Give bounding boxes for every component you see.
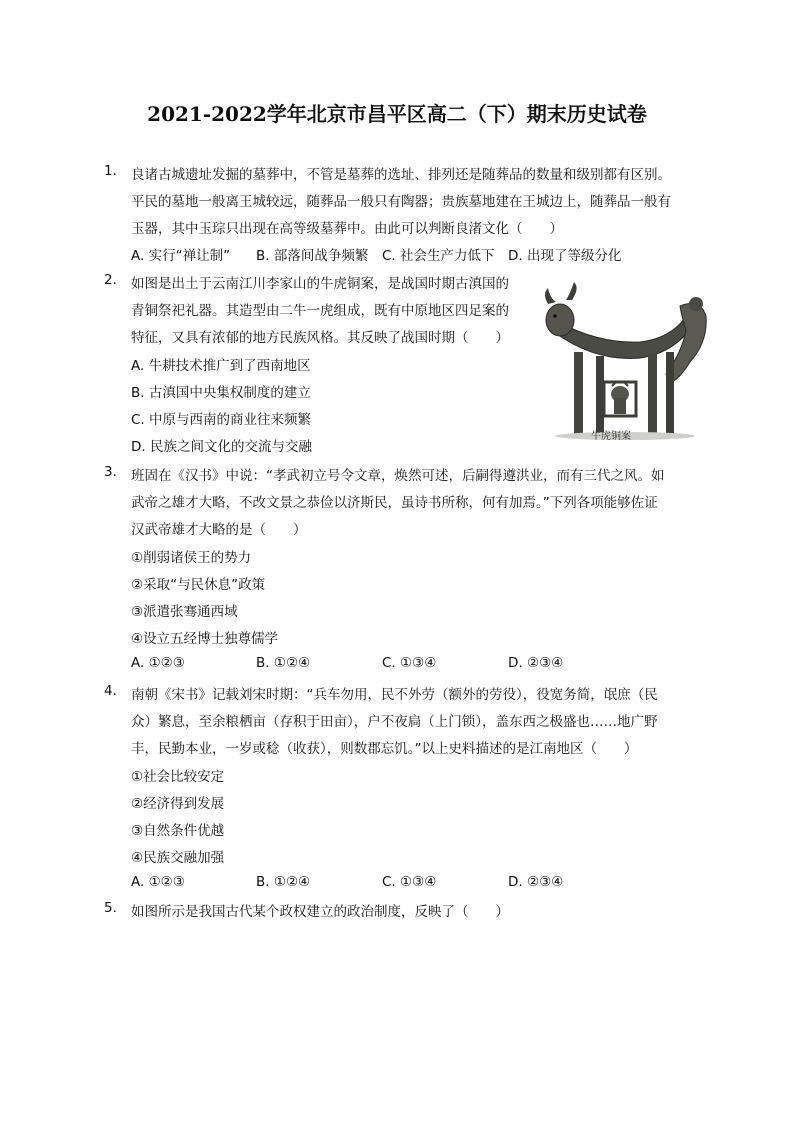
option-b: B. 部落间战争频繁 xyxy=(256,248,369,264)
question-stem-line: 如图所示是我国古代某个政权建立的政治制度，反映了（ ） xyxy=(131,904,509,920)
option-c: C. 社会生产力低下 xyxy=(382,248,495,264)
statement-item: ③自然条件优越 xyxy=(131,823,225,839)
ox-tiger-bronze-table-image xyxy=(540,282,710,442)
option-a: A. 牛耕技术推广到了西南地区 xyxy=(131,358,311,374)
question-stem-line: 众）繁息，至余粮栖亩（存积于田亩），户不夜扃（上门锁），盖东西之极盛也……地广野 xyxy=(131,714,658,730)
option-d: D. 民族之间文化的交流与交融 xyxy=(131,439,312,455)
statement-item: ②采取“与民休息”政策 xyxy=(131,577,266,593)
statement-item: ①社会比较安定 xyxy=(131,769,225,785)
option-a: A. ①②③ xyxy=(131,874,185,890)
question-stem-line: 特征，又具有浓郁的地方民族风格。其反映了战国时期（ ） xyxy=(131,330,509,346)
statement-item: ②经济得到发展 xyxy=(131,796,225,812)
option-c: C. ①③④ xyxy=(382,655,437,671)
option-a: A. 实行“禅让制” xyxy=(131,248,231,264)
statement-item: ①削弱诸侯王的势力 xyxy=(131,550,252,566)
question-number: 4. xyxy=(104,683,117,699)
option-b: B. ①②④ xyxy=(256,655,311,671)
question-stem-line: 青铜祭祀礼器。其造型由二牛一虎组成，既有中原地区四足案的 xyxy=(131,303,509,319)
question-stem-line: 班固在《汉书》中说：“孝武初立号令文章，焕然可述，后嗣得遵洪业，而有三代之风。如 xyxy=(131,468,665,484)
option-c: C. 中原与西南的商业往来频繁 xyxy=(131,412,312,428)
option-b: B. ①②④ xyxy=(256,874,311,890)
question-number: 5. xyxy=(104,900,117,916)
question-number: 2. xyxy=(104,272,117,288)
option-c: C. ①③④ xyxy=(382,874,437,890)
question-stem-line: 玉器，其中玉琮只出现在高等级墓葬中。由此可以判断良渚文化（ ） xyxy=(131,221,563,237)
question-stem-line: 汉武帝雄才大略的是（ ） xyxy=(131,522,307,538)
question-stem-line: 平民的墓地一般离王城较远，随葬品一般只有陶器；贵族墓地建在王城边上，随葬品一般有 xyxy=(131,194,671,210)
question-number: 3. xyxy=(104,464,117,480)
question-number: 1. xyxy=(104,163,117,179)
option-d: D. 出现了等级分化 xyxy=(508,248,622,264)
option-d: D. ②③④ xyxy=(508,874,564,890)
question-stem-line: 如图是出土于云南江川李家山的牛虎铜案，是战国时期古滇国的 xyxy=(131,276,509,292)
question-stem-line: 南朝《宋书》记载刘宋时期：“兵车勿用，民不外劳（额外的劳役），役宽务简，氓庶（民 xyxy=(131,687,658,703)
figure-caption: 牛虎铜案 xyxy=(591,431,631,442)
statement-item: ④设立五经博士独尊儒学 xyxy=(131,631,279,647)
question-stem-line: 武帝之雄才大略，不改文景之恭俭以济斯民，虽诗书所称，何有加焉。”下列各项能够佐证 xyxy=(131,495,658,511)
question-stem-line: 良诸古城遗址发掘的墓葬中，不管是墓葬的选址、排列还是随葬品的数量和级别都有区别。 xyxy=(131,167,671,183)
statement-item: ③派遣张骞通西域 xyxy=(131,604,238,620)
option-a: A. ①②③ xyxy=(131,655,185,671)
statement-item: ④民族交融加强 xyxy=(131,850,225,866)
option-b: B. 古滇国中央集权制度的建立 xyxy=(131,385,311,401)
option-d: D. ②③④ xyxy=(508,655,564,671)
page-title: 2021-2022学年北京市昌平区高二（下）期末历史试卷 xyxy=(147,102,647,126)
question-stem-line: 丰，民勤本业，一岁或稔（收获），则数郡忘饥。”以上史料描述的是江南地区（ ） xyxy=(131,741,638,757)
